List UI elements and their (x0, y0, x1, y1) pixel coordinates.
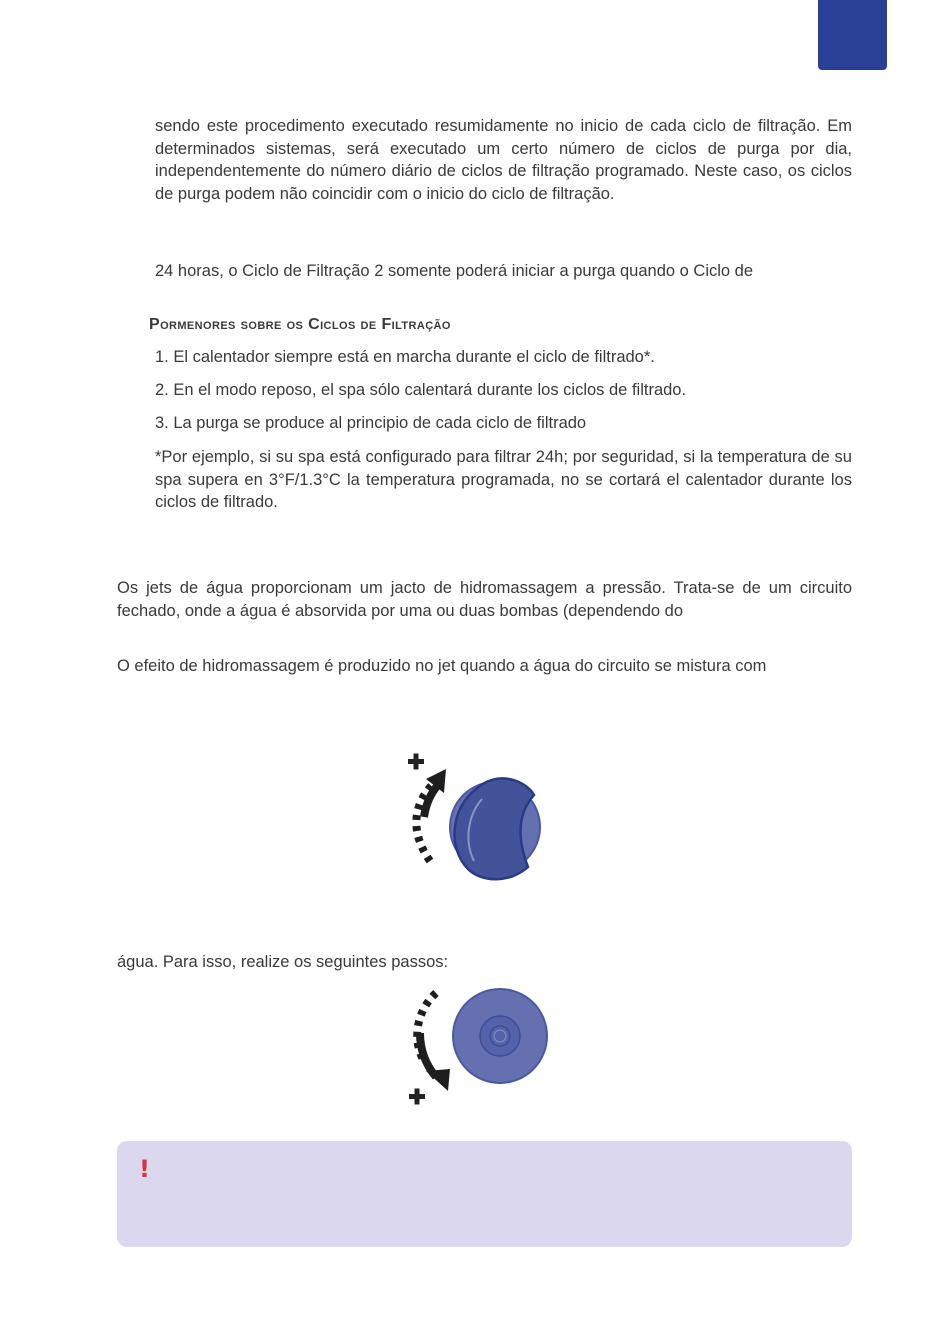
knob-rotate-up-figure (398, 745, 558, 890)
footnote-example: *Por ejemplo, si su spa está configurado para filtrar 24h; por seguridad, si la temperatura de su spa supera en 3°F/1.3°C la temperatura programada, no se cortará el calentador durante los ciclos de filtrado. (155, 448, 852, 511)
arrow-down-icon (417, 993, 450, 1091)
paragraph-purge-procedure: sendo este procedimento executado resumidamente no inicio de cada ciclo de filtração. Em determinados sistemas, será executado um certo número de ciclos de purga por dia, independentemente do número diário de ciclos de filtração programado. Neste caso, os ciclos de purga podem não coincidir com o inicio do ciclo de filtração. (155, 117, 852, 203)
list-item-1: 1. El calentador siempre está en marcha durante el ciclo de filtrado*. (155, 348, 655, 366)
warning-exclamation-icon: ! (139, 1155, 150, 1183)
knob-rotate-down-figure (398, 985, 558, 1110)
paragraph-jets-description: Os jets de água proporcionam um jacto de hidromassagem a pressão. Trata-se de um circuito fechado, onde a água é absorvida por uma ou duas bombas (dependendo do (117, 579, 852, 620)
paragraph-steps-intro: água. Para isso, realize os seguintes passos: (117, 953, 449, 971)
plus-icon (409, 1089, 425, 1105)
knob-icon (453, 989, 547, 1083)
list-item-2: 2. En el modo reposo, el spa sólo calentará durante los ciclos de filtrado. (155, 381, 687, 399)
arrow-up-icon (416, 769, 446, 861)
paragraph-hydromassage-effect: O efeito de hidromassagem é produzido no jet quando a água do circuito se mistura com (117, 657, 767, 675)
plus-icon (408, 754, 424, 770)
section-heading-filtration-details: Pormenores sobre os Ciclos de Filtração (149, 316, 451, 333)
list-item-3: 3. La purga se produce al principio de cada ciclo de filtrado (155, 414, 587, 432)
knob-icon (450, 778, 540, 879)
page-tab-marker (818, 0, 887, 70)
warning-box (117, 1141, 852, 1247)
paragraph-cycle-2: 24 horas, o Ciclo de Filtração 2 somente poderá iniciar a purga quando o Ciclo de (155, 262, 754, 280)
